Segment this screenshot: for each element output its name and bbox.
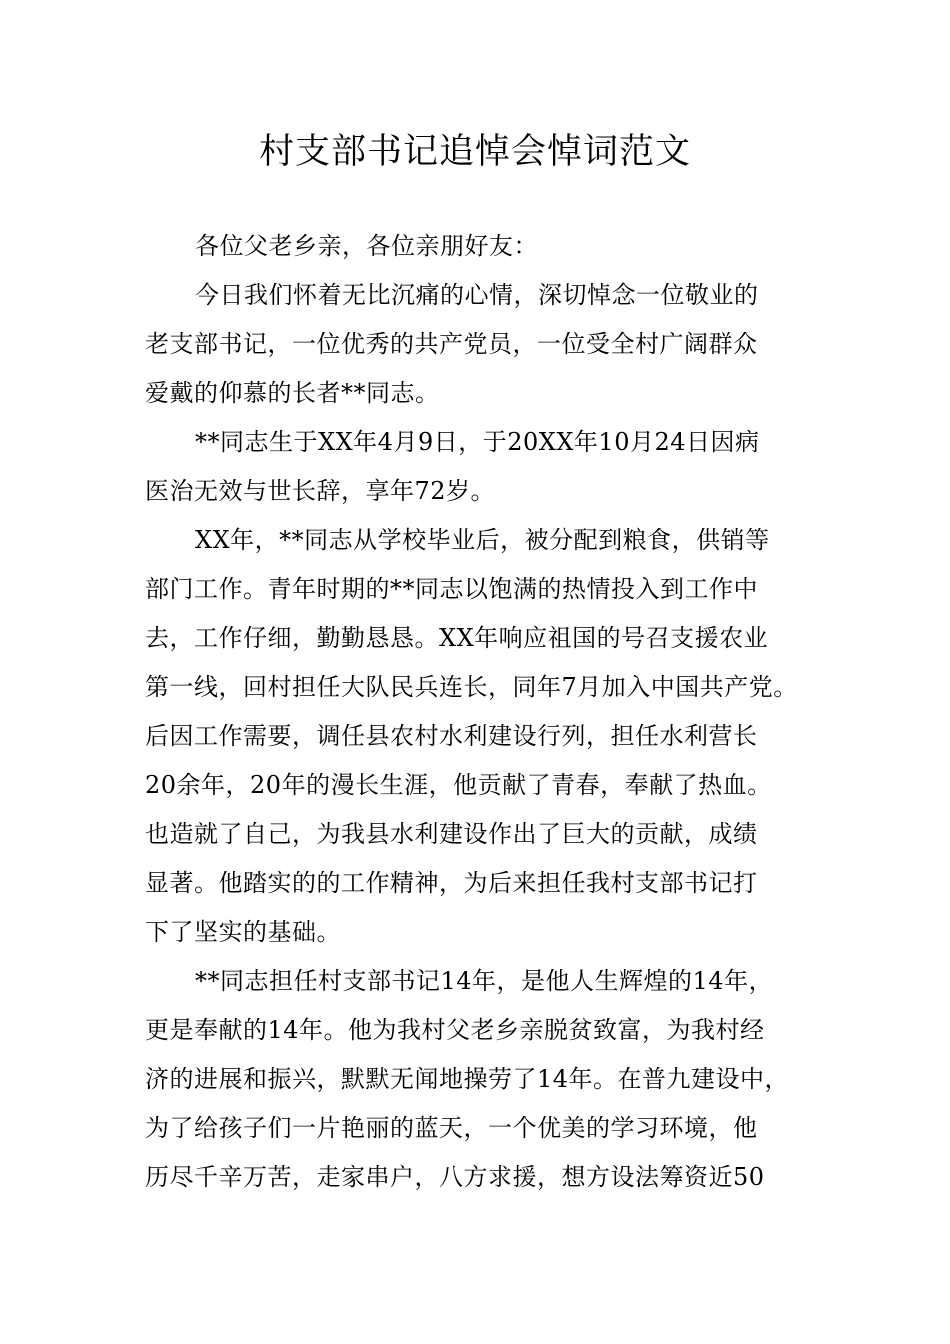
paragraph-4-line-2: 更是奉献的14年。他为我村父老乡亲脱贫致富，为我村经	[145, 1016, 765, 1044]
paragraph-1-line-2: 老支部书记，一位优秀的共产党员，一位受全村广阔群众	[145, 330, 758, 358]
paragraph-3-line-5: 后因工作需要，调任县农村水利建设行列，担任水利营长	[145, 722, 758, 750]
paragraph-4-line-1: **同志担任村支部书记14年，是他人生辉煌的14年，	[195, 967, 774, 995]
paragraph-2-line-2: 医治无效与世长辞，享年72岁。	[145, 477, 496, 505]
paragraph-3-line-4: 第一线，回村担任大队民兵连长，同年7月加入中国共产党。	[145, 673, 798, 701]
paragraph-4-line-3: 济的进展和振兴，默默无闻地操劳了14年。在普九建设中，	[145, 1065, 790, 1093]
paragraph-3-line-1: XX年，**同志从学校毕业后，被分配到粮食，供销等	[195, 526, 770, 554]
greeting-line: 各位父老乡亲，各位亲朋好友：	[195, 232, 538, 260]
paragraph-3-line-9: 下了坚实的基础。	[145, 918, 341, 946]
paragraph-2-line-1: **同志生于XX年4月9日，于20XX年10月24日因病	[195, 428, 760, 456]
paragraph-4-line-4: 为了给孩子们一片艳丽的蓝天，一个优美的学习环境，他	[145, 1114, 758, 1142]
paragraph-3-line-3: 去，工作仔细，勤勤恳恳。XX年响应祖国的号召支援农业	[145, 624, 769, 652]
paragraph-1-line-3: 爱戴的仰慕的长者**同志。	[145, 379, 440, 407]
document-body	[145, 222, 820, 1202]
paragraph-3-line-8: 显著。他踏实的的工作精神，为后来担任我村支部书记打	[145, 869, 758, 897]
paragraph-4-line-5: 历尽千辛万苦，走家串户，八方求援，想方设法筹资近50	[145, 1163, 765, 1191]
paragraph-1-line-1: 今日我们怀着无比沉痛的心情，深切悼念一位敬业的	[195, 281, 759, 309]
document-title: 村支部书记追悼会悼词范文	[258, 132, 691, 172]
paragraph-3-line-6: 20余年，20年的漫长生涯，他贡献了青春，奉献了热血。	[145, 771, 772, 799]
paragraph-3-line-2: 部门工作。青年时期的**同志以饱满的热情投入到工作中	[145, 575, 758, 603]
paragraph-3-line-7: 也造就了自己，为我县水利建设作出了巨大的贡献，成绩	[145, 820, 758, 848]
